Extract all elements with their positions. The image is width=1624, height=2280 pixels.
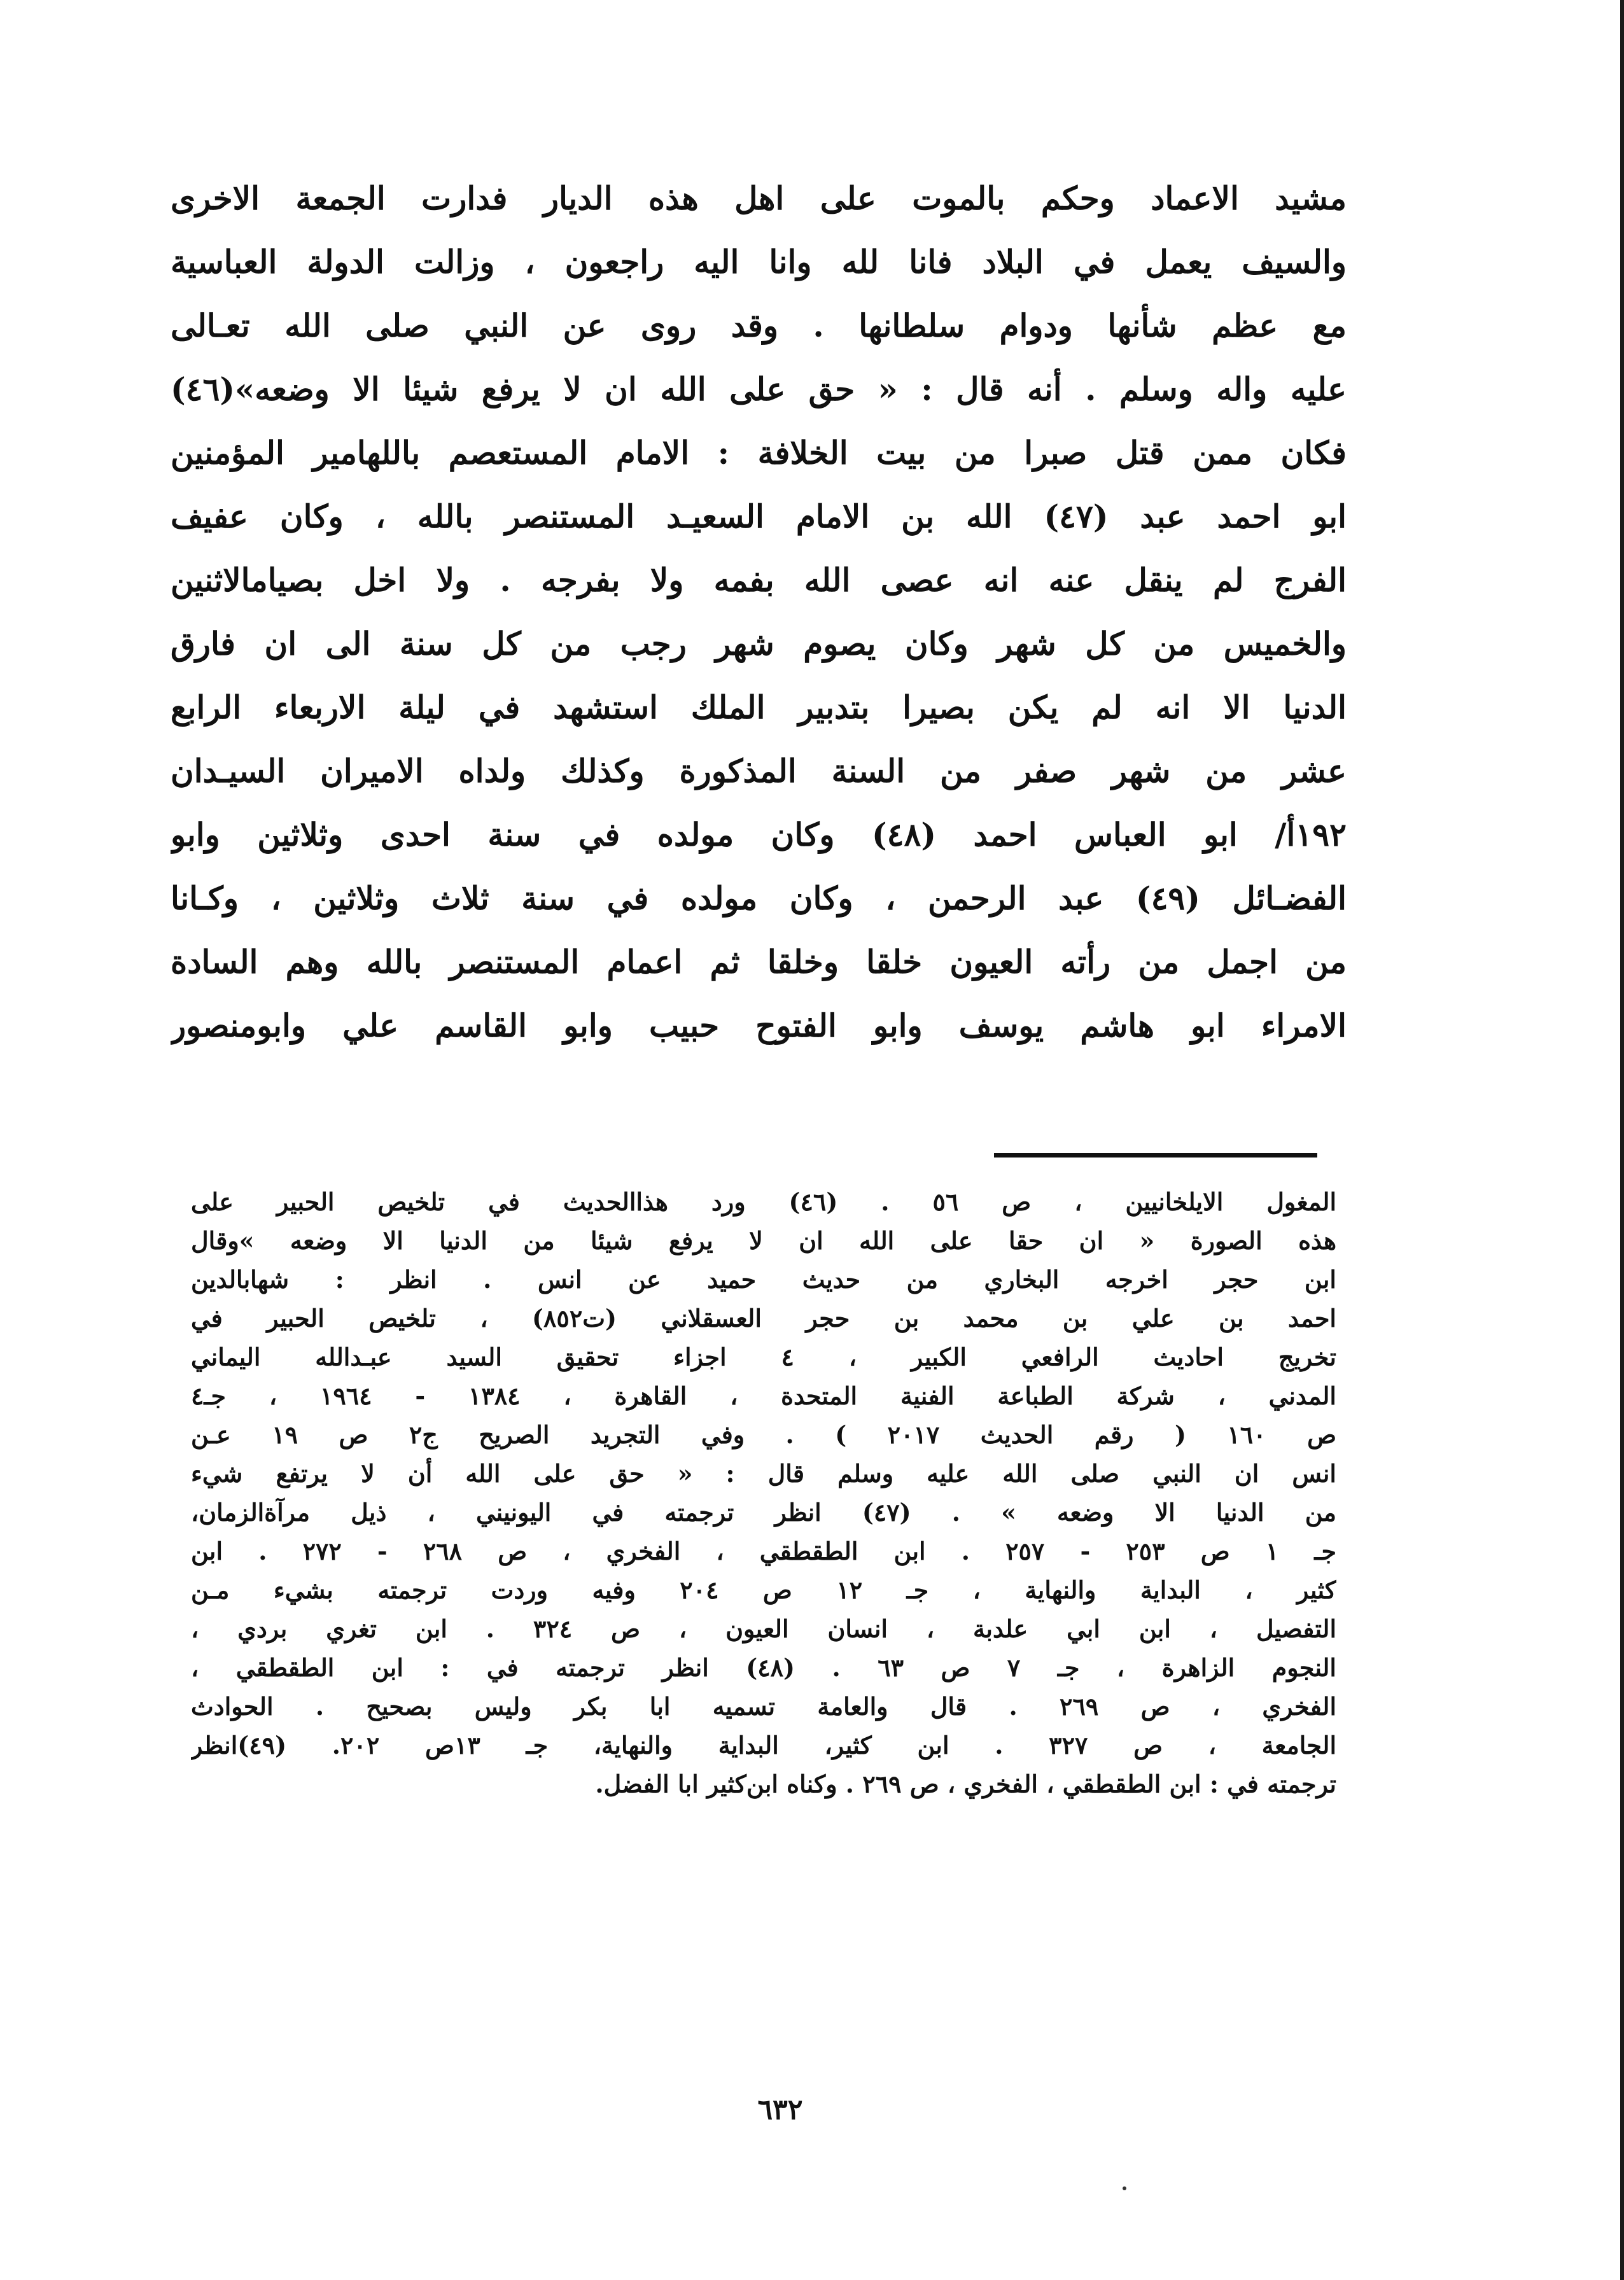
main-text-line: الفضـائل (٤٩) عبد الرحمن ، وكان مولده في سنة ثلاث وثلاثين ، وكـانا [171,879,1347,917]
main-text-line: عشر من شهر صفر من السنة المذكورة وكذلك ولداه الاميران السيـدان [171,752,1347,790]
footnote-line: الجامعة ، ص ٣٢٧ . ابن كثير، البداية والنهاية، جـ ١٣ص ٢٠٢. (٤٩)انظر [191,1731,1336,1759]
scan-dot-mark [1123,2186,1126,2190]
main-text-line: الامراء ابو هاشم يوسف وابو الفتوح حبيب وابو القاسم علي وابومنصور [171,1007,1347,1044]
page-right-border [1620,0,1624,2280]
footnote-line: احمد بن علي بن محمد بن حجر العسقلاني (ت٨٥٢) ، تلخيص الحبير في [191,1304,1336,1332]
footnote-line: هذه الصورة « ان حقا على الله ان لا يرفع شيئا من الدنيا الا وضعه »وقال [191,1226,1336,1255]
main-text-block [171,167,1347,1058]
main-text-line: والخميس من كل شهر وكان يصوم شهر رجب من كل سنة الى ان فارق [171,625,1347,662]
footnote-line: المدني ، شركة الطباعة الفنية المتحدة ، القاهرة ، ١٣٨٤ - ١٩٦٤ ، جـ٤ [191,1381,1336,1410]
footnote-line: تخريج احاديث الرافعي الكبير ، ٤ اجزاء تحقيق السيد عبـدالله اليماني [191,1343,1336,1371]
main-text-line: الدنيا الا انه لم يكن بصيرا بتدبير الملك استشهد في ليلة الاربعاء الرابع [171,689,1347,726]
main-text-line: مع عظم شأنها ودوام سلطانها . وقد روى عن النبي صلى الله تعـالى [171,307,1347,344]
main-text-line: والسيف يعمل في البلاد فانا لله وانا اليه راجعون ، وزالت الدولة العباسية [171,243,1347,281]
footnote-line: انس ان النبي صلى الله عليه وسلم قال : « حق على الله أن لا يرتفع شيء [191,1459,1336,1488]
main-text-line: فكان ممن قتل صبرا من بيت الخلافة : الامام المستعصم باللهامير المؤمنين [171,434,1347,472]
main-text-line: عليه واله وسلم . أنه قال : « حق على الله ان لا يرفع شيئا الا وضعه»(٤٦) [171,370,1347,408]
footnote-line: ترجمته في : ابن الطقطقي ، الفخري ، ص ٢٦٩ . وكناه ابن‌كثير ابا الفضل. [595,1770,1336,1798]
footnote-line: من الدنيا الا وضعه » . (٤٧) انظر ترجمته في اليونيني ، ذيل مرآةالزمان، [191,1498,1336,1527]
footnote-line: كثير ، البداية والنهاية ، جـ ١٢ ص ٢٠٤ وفيه وردت ترجمته بشيء مـن [191,1576,1336,1604]
page-number: ٦٣٢ [757,2094,803,2126]
footnote-line: ابن حجر اخرجه البخاري من حديث حميد عن انس . انظر : شهابالدين [191,1265,1336,1294]
footnote-line: الفخري ، ص ٢٦٩ . قال والعامة تسميه ابا بكر وليس بصحيح . الحوادث [191,1692,1336,1721]
footnote-line: جـ ١ ص ٢٥٣ - ٢٥٧ . ابن الطقطقي ، الفخري ، ص ٢٦٨ - ٢٧٢ . ابن [191,1537,1336,1565]
footnotes-block [191,1182,1336,1803]
footnote-line: النجوم الزاهرة ، جـ ٧ ص ٦٣ . (٤٨) انظر ترجمته في : ابن الطقطقي ، [191,1653,1336,1682]
main-text-line: ابو احمد عبد (٤٧) الله بن الامام السعيـد المستنصر بالله ، وكان عفيف [171,498,1347,535]
main-text-line: من اجمل من رأته العيون خلقا وخلقا ثم اعمام المستنصر بالله وهم السادة [171,943,1347,981]
main-text-line: مشيد الاعماد وحكم بالموت على اهل هذه الديار فدارت الجمعة الاخرى [171,179,1347,217]
footnote-line: المغول الايلخانيين ، ص ٥٦ . (٤٦) ورد هذاالحديث في تلخيص الحبير على [191,1187,1336,1216]
main-text-line: ١٩٢أ/ ابو العباس احمد (٤٨) وكان مولده في سنة احدى وثلاثين وابو [171,816,1347,853]
main-text-line: الفرج لم ينقل عنه انه عصى الله بفمه ولا بفرجه . ولا اخل بصيامالاثنين [171,561,1347,599]
footnote-line: ص ١٦٠ ( رقم الحديث ٢٠١٧ ) . وفي التجريد الصريح ج٢ ص ١٩ عـن [191,1420,1336,1449]
footnote-line: التفصيل ، ابن ابي علدبة ، انسان العيون ، ص ٣٢٤ . ابن تغري بردي ، [191,1614,1336,1643]
footnote-separator [994,1153,1317,1157]
